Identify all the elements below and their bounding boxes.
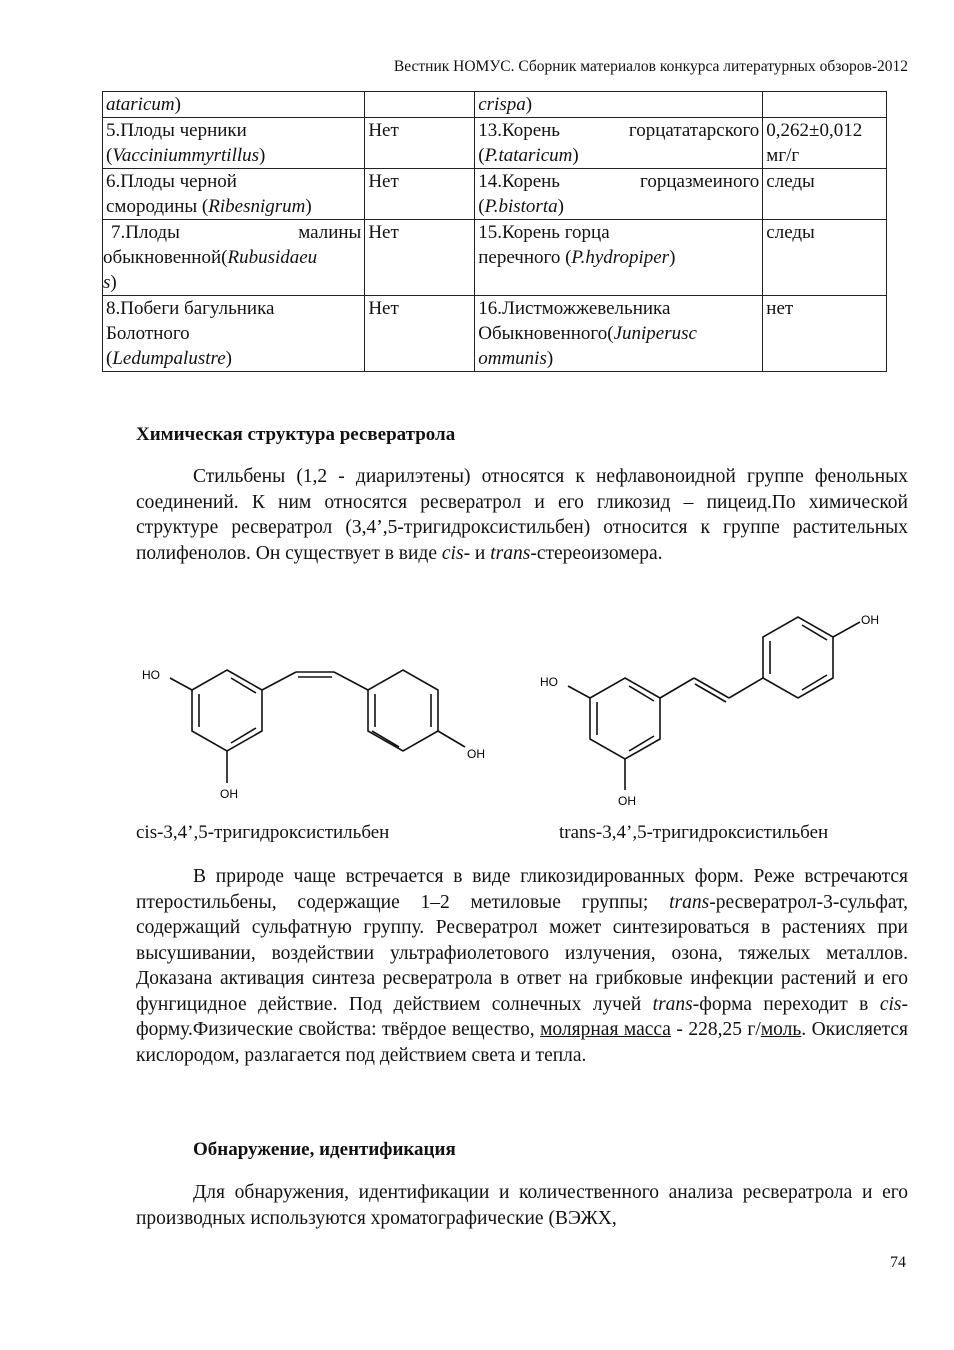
- cis-resveratrol-structure: [130, 650, 500, 810]
- trans-resveratrol-structure: [530, 600, 900, 810]
- table-row: atarісum) crispa): [103, 92, 887, 118]
- paragraph-stilbenes: Стильбены (1,2 - диарилэтены) относятся к нефлавоноидной группе фенольных соединений. К ним относятся ресвератрол и его гликозид – пицеид.По химической структуре ресвератрол (3,4’,5-тригидроксистильбен) относится к группе растительных полифенолов. Он существует в виде cis- и trans-стереоизомера.: [136, 466, 908, 564]
- oh-label: OH: [467, 747, 485, 761]
- paragraph-nature: В природе чаще встречается в виде гликозидированных форм. Реже встречаются птеростильбены, содержащие 1–2 метиловые группы; trans-ресвератрол-3-сульфат, содержащий сульфатную группу. Ресвератрол может синтезироваться в растениях при высушивании, воздействии ультрафиолетового излучения, озона, тяжелых металлов. Доказана активация синтеза ресвератрола в ответ на грибковые инфекции растений и его фунгицидное действие. Под действием солнечных лучей trans-форма переходит в cis-форму.Физические свойства: твёрдое вещество, молярная масса - 228,25 г/моль. Окисляется кислородом, разлагается под действием света и тепла.: [136, 866, 908, 1066]
- mole-link[interactable]: моль: [760, 1019, 802, 1040]
- section-heading: Обнаружение, идентификация: [193, 1139, 456, 1160]
- data-table: [102, 91, 887, 372]
- table-row: 7.Плоды малины обыкновенной(Rubusidaeu s) Нет 15.Корень горца перечного (P.hydropiper) следы: [103, 220, 887, 296]
- ho-label: HO: [142, 668, 160, 682]
- ho-label: HO: [540, 675, 558, 689]
- page-number: 74: [890, 1254, 906, 1271]
- trans-caption: trans-3,4’,5-тригидроксистильбен: [559, 822, 829, 843]
- molar-mass-link[interactable]: молярная масса: [540, 1019, 671, 1040]
- paragraph-detection: Для обнаружения, идентификации и количественного анализа ресвератрола и его производных используются хроматографические (ВЭЖХ,: [136, 1182, 908, 1229]
- oh-label: OH: [618, 794, 636, 808]
- table-row: 5.Плоды черники (Vacciniummyrtillus) Нет 13.Корень горцататарского (P.tataricum) 0,262±0,012 мг/г: [103, 118, 887, 169]
- running-header: Вестник НОМУС. Сборник материалов конкурса литературных обзоров-2012: [393, 58, 908, 75]
- oh-label: OH: [861, 613, 879, 627]
- oh-label: OH: [220, 787, 238, 801]
- section-heading: Химическая структура ресвератрола: [136, 424, 456, 445]
- table-row: 6.Плоды черной смородины (Ribesnigrum) Нет 14.Корень горцазмеиного (P.bistorta) следы: [103, 169, 887, 220]
- table-row: 8.Побеги багульника Болотного (Ledumpalustre) Нет 16.Листможжевельника Обыкновенного(Juniperusc ommunis) нет: [103, 296, 887, 372]
- cis-caption: cis-3,4’,5-тригидроксистильбен: [136, 822, 390, 843]
